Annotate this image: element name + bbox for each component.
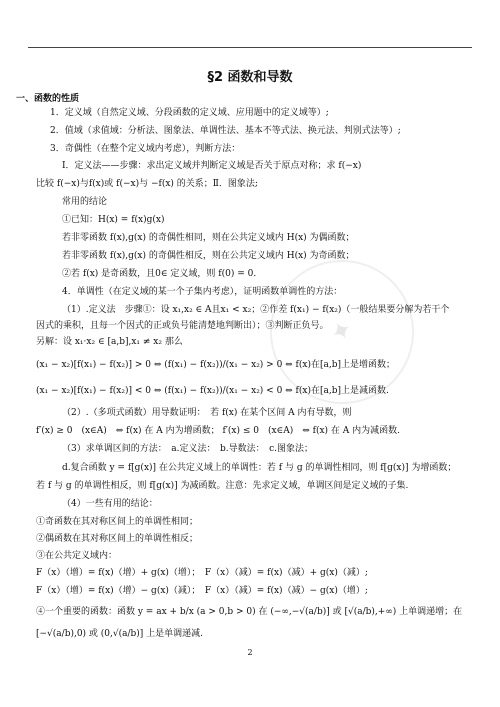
text-line: d.复合函数 y = f[g(x)] 在公共定义域上的单调性：若 f 与 g 的单调性相同，则 f[g(x)] 为增函数；: [62, 463, 457, 473]
text-line: ①已知：H(x) = f(x)g(x): [62, 215, 165, 225]
page-title: §2 函数和导数: [207, 70, 293, 85]
text-line: ③在公共定义域内：: [36, 551, 118, 561]
header-rule: [28, 47, 472, 48]
formula-line: (x₁ − x₂)[f(x₁) − f(x₂)] > 0 ⇔ (f(x₁) − f(x₂))/(x₁ − x₂) > 0 ⇔ f(x)在[a,b]上是增函数；: [36, 360, 395, 370]
text-line: F（x）（增）= f(x)（增）− g(x)（减）； F（x）（减）= f(x)（减）− g(x)（增）;: [36, 586, 368, 596]
text-line: 常用的结论: [62, 197, 108, 207]
text-line: f′(x) ≥ 0 (x∈A) ⇔ f(x) 在 A 内为增函数； f′(x) ≤ 0 (x∈A) ⇔ f(x) 在 A 内为减函数.: [36, 426, 400, 436]
text-line: 因式的乘积，且每一个因式的正或负号能清楚地判断出）；③判断正负号。: [36, 321, 329, 331]
text-line: 另解：设 x₁·x₂ ∈ [a,b],x₁ ≠ x₂ 那么: [36, 337, 183, 347]
text-line: 若非零函数 f(x),g(x) 的奇偶性相同，则在公共定义域内 H(x) 为偶函数；: [62, 233, 355, 243]
section-heading: 一、函数的性质: [16, 94, 80, 104]
watermark-stamp: ✦: [244, 234, 441, 431]
text-line: ②偶函数在其对称区间上的单调性相反；: [36, 534, 199, 544]
formula-line: ④一个重要的函数：函数 y = ax + b/x (a > 0,b > 0) 在 (−∞,−√(a/b)] 或 [√(a/b),+∞) 上单调递增；在: [36, 607, 463, 617]
text-line: 比较 f(−x)与f(x)或 f(−x)与 −f(x) 的关系；Ⅱ．图象法;: [36, 179, 258, 189]
page-number: 2: [247, 648, 253, 657]
text-line: 若 f 与 g 的单调性相反，则 f[g(x)] 为减函数。注意：先求定义域，单调区间是定义域的子集.: [36, 481, 409, 491]
text-line: （3）求单调区间的方法： a.定义法： b.导数法： c.图象法；: [62, 444, 313, 454]
text-line: 3．奇偶性（在整个定义域内考虑），判断方法：: [50, 144, 241, 154]
formula-line: [−√(a/b),0) 或 (0,√(a/b)] 上是单调递减.: [36, 629, 204, 639]
text-line: 2．值域（求值域：分析法、图象法、单调性法、基本不等式法、换元法、判别式法等）;: [50, 126, 401, 136]
text-line: （2）.（多项式函数）用导数证明： 若 f(x) 在某个区间 A 内有导数，则: [62, 408, 352, 418]
text-line: 1．定义域（自然定义域、分段函数的定义域、应用题中的定义域等）;: [50, 108, 329, 118]
text-line: ②若 f(x) 是奇函数，且0∈ 定义域，则 f(0) = 0．: [62, 269, 263, 279]
text-line: ①奇函数在其对称区间上的单调性相同；: [36, 517, 199, 527]
text-line: 若非零函数 f(x),g(x) 的奇偶性相反，则在公共定义域内 H(x) 为奇函数；: [62, 251, 355, 261]
text-line: 4．单调性（在定义域的某一个子集内考虑），证明函数单调性的方法：: [62, 287, 343, 297]
text-line: F（x）（增）= f(x)（增）+ g(x)（增）； F（x）（减）= f(x)（减）+ g(x)（减）;: [36, 568, 368, 578]
text-line: （4）一些有用的结论：: [62, 499, 158, 509]
text-line: Ⅰ．定义法——步骤：求出定义域并判断定义域是否关于原点对称；求 f(−x): [62, 161, 362, 171]
formula-line: (x₁ − x₂)[f(x₁) − f(x₂)] < 0 ⇔ (f(x₁) − f(x₂))/(x₁ − x₂) < 0 ⇔ f(x)在[a,b]上是减函数.: [36, 386, 389, 396]
text-line: （1）.定义法 步骤①：设 x₁,x₂ ∈ A且x₁ < x₂；②作差 f(x₁) − f(x₂)（一般结果要分解为若干个: [62, 305, 450, 315]
